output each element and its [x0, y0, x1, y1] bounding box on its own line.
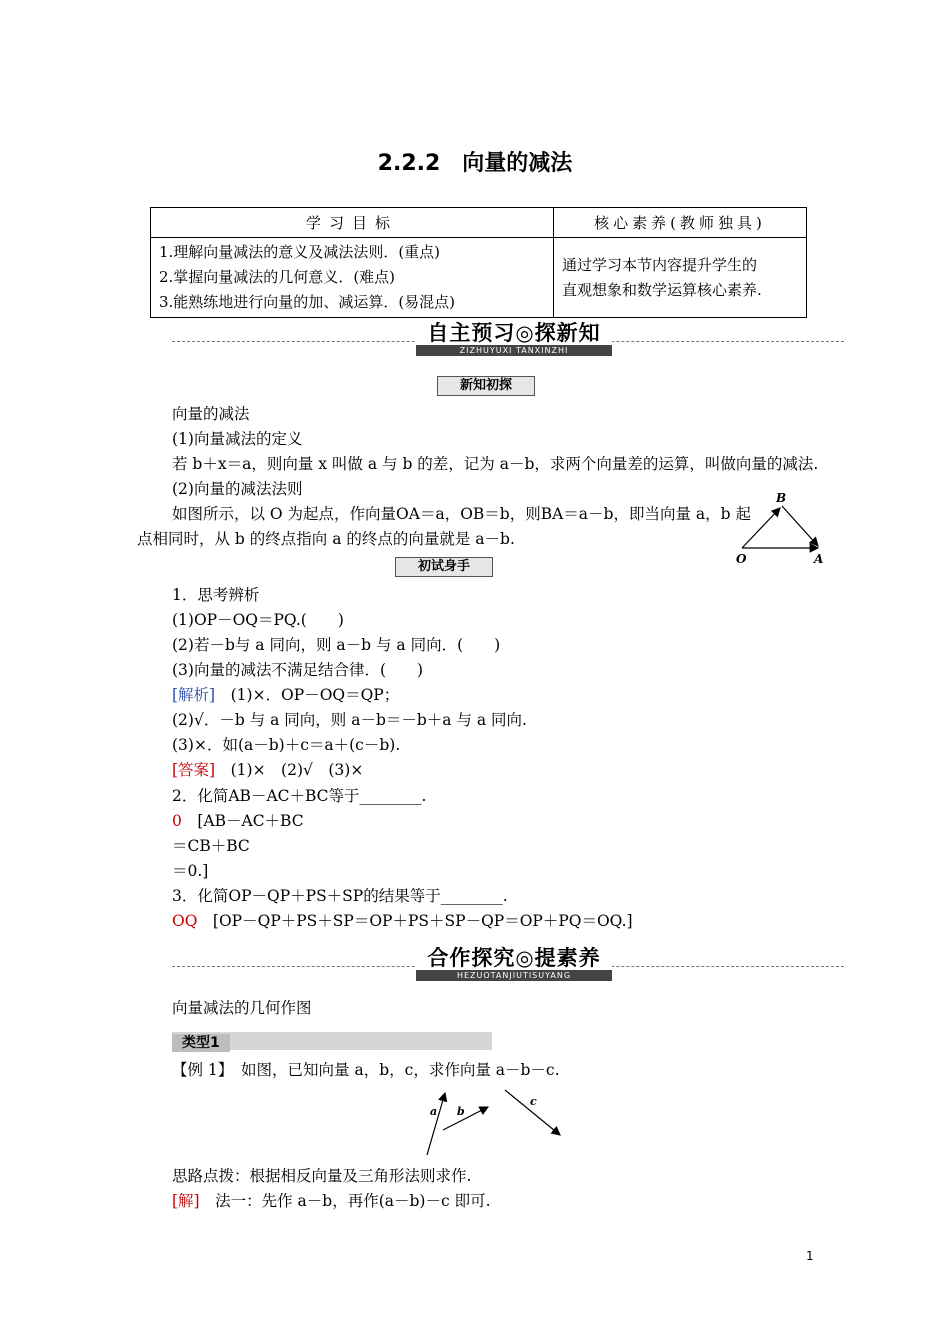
text-line: 如图所示，以 O 为起点，作向量OA＝a，OB＝b，则BA＝a－b，即当向量 a，b 起 [172, 505, 751, 523]
example-line [172, 1060, 560, 1080]
solution-line [172, 1191, 491, 1211]
page-title: 2.2.2 向量的减法 [377, 151, 573, 176]
literacy-line-2: 直观想象和数学运算核心素养. [562, 280, 762, 299]
vectors-figure [415, 1085, 575, 1165]
analysis-line-2: (2)√．－b 与 a 同向，则 a－b＝－b＋a 与 a 同向. [172, 711, 527, 729]
analysis-line-3: (3)×．如(a－b)＋c＝a＋(c－b). [172, 736, 401, 754]
banner-title: 合作探究◎提素养 [416, 946, 612, 970]
vector-ob [742, 508, 780, 548]
answer-text: (1)× (2)√ (3)× [215, 761, 364, 779]
question-1b: (2)若－b与 a 同向，则 a－b 与 a 同向．( ) [172, 636, 501, 654]
vector-b [443, 1107, 488, 1130]
question-1: 1．思考辨析 [172, 586, 260, 604]
analysis-line [172, 685, 399, 705]
answer-2-text: [AB－AC＋BC [181, 812, 304, 830]
literacy-line-1: 通过学习本节内容提升学生的 [562, 255, 758, 274]
objectives-header: 学习目标 [151, 208, 554, 238]
objective-3: 3.能熟练地进行向量的加、减运算．(易混点) [159, 293, 456, 311]
question-2: 2．化简AB－AC＋BC等于________. [172, 787, 427, 805]
section-heading: 向量减法的几何作图 [172, 999, 312, 1017]
question-1a: (1)OP－OQ＝PQ.( ) [172, 611, 344, 629]
answer-2-line-3: ＝0.] [172, 862, 209, 880]
literacy-cell [554, 238, 807, 318]
label-vector-a: a [430, 1105, 438, 1118]
objectives-table [150, 207, 807, 318]
hint-line: 思路点拨：根据相反向量及三角形法则求作. [172, 1167, 472, 1185]
type-label: 类型1 [172, 1034, 230, 1052]
literacy-header: 核心素养(教师独具) [554, 208, 807, 238]
type-bar [172, 1032, 492, 1050]
example-text: 如图，已知向量 a，b，c，求作向量 a－b－c. [225, 1061, 560, 1079]
banner-subtitle: HEZUOTANJIUTISUYANG [416, 970, 612, 981]
label-a: A [814, 552, 824, 566]
solution-text: 法一：先作 a－b，再作(a－b)－c 即可. [199, 1192, 491, 1210]
answer-line [172, 760, 363, 780]
label-o: O [736, 552, 747, 566]
triangle-figure [730, 490, 830, 570]
vector-a [427, 1093, 445, 1155]
answer-2-value: 0 [172, 812, 182, 830]
banner-title: 自主预习◎探新知 [416, 321, 612, 345]
text-line: 向量的减法 [172, 405, 250, 423]
section-banner-explore [172, 946, 844, 984]
text-line: 点相同时，从 b 的终点指向 a 的终点的向量就是 a－b. [137, 530, 515, 548]
solution-label: [解] [172, 1192, 200, 1210]
label-b: B [776, 491, 787, 505]
question-3: 3．化简OP－QP＋PS＋SP的结果等于________. [172, 887, 508, 905]
label-vector-b: b [457, 1105, 465, 1118]
answer-3-value: OQ [172, 912, 198, 930]
question-1c: (3)向量的减法不满足结合律．( ) [172, 661, 424, 679]
text-line: 若 b＋x＝a，则向量 x 叫做 a 与 b 的差，记为 a－b，求两个向量差的运算，叫做向量的减法. [172, 455, 819, 473]
objective-1: 1.理解向量减法的意义及减法法则．(重点) [159, 243, 441, 261]
text-line: (2)向量的减法法则 [172, 480, 303, 498]
example-label: 【例 1】 [172, 1061, 226, 1079]
tag-new-knowledge: 新知初探 [437, 376, 535, 396]
label-vector-c: c [530, 1095, 537, 1108]
answer-2-line [172, 811, 304, 831]
section-banner-preview [172, 321, 844, 359]
answer-2-line-2: ＝CB＋BC [172, 837, 250, 855]
analysis-text: (1)×．OP－OQ＝QP； [215, 686, 400, 704]
text-line: (1)向量减法的定义 [172, 430, 303, 448]
answer-3-line [172, 911, 633, 931]
tag-first-try: 初试身手 [395, 557, 493, 577]
vector-ba [782, 506, 818, 546]
objectives-cell [151, 238, 554, 318]
analysis-label: [解析] [172, 686, 216, 704]
answer-label: [答案] [172, 761, 216, 779]
objective-2: 2.掌握向量减法的几何意义．(难点) [159, 268, 396, 286]
banner-subtitle: ZIZHUYUXI TANXINZHI [416, 345, 612, 356]
answer-3-text: [OP－QP＋PS＋SP＝OP＋PS＋SP－QP＝OP＋PQ＝OQ.] [197, 912, 633, 930]
page-number: 1 [806, 1249, 814, 1263]
